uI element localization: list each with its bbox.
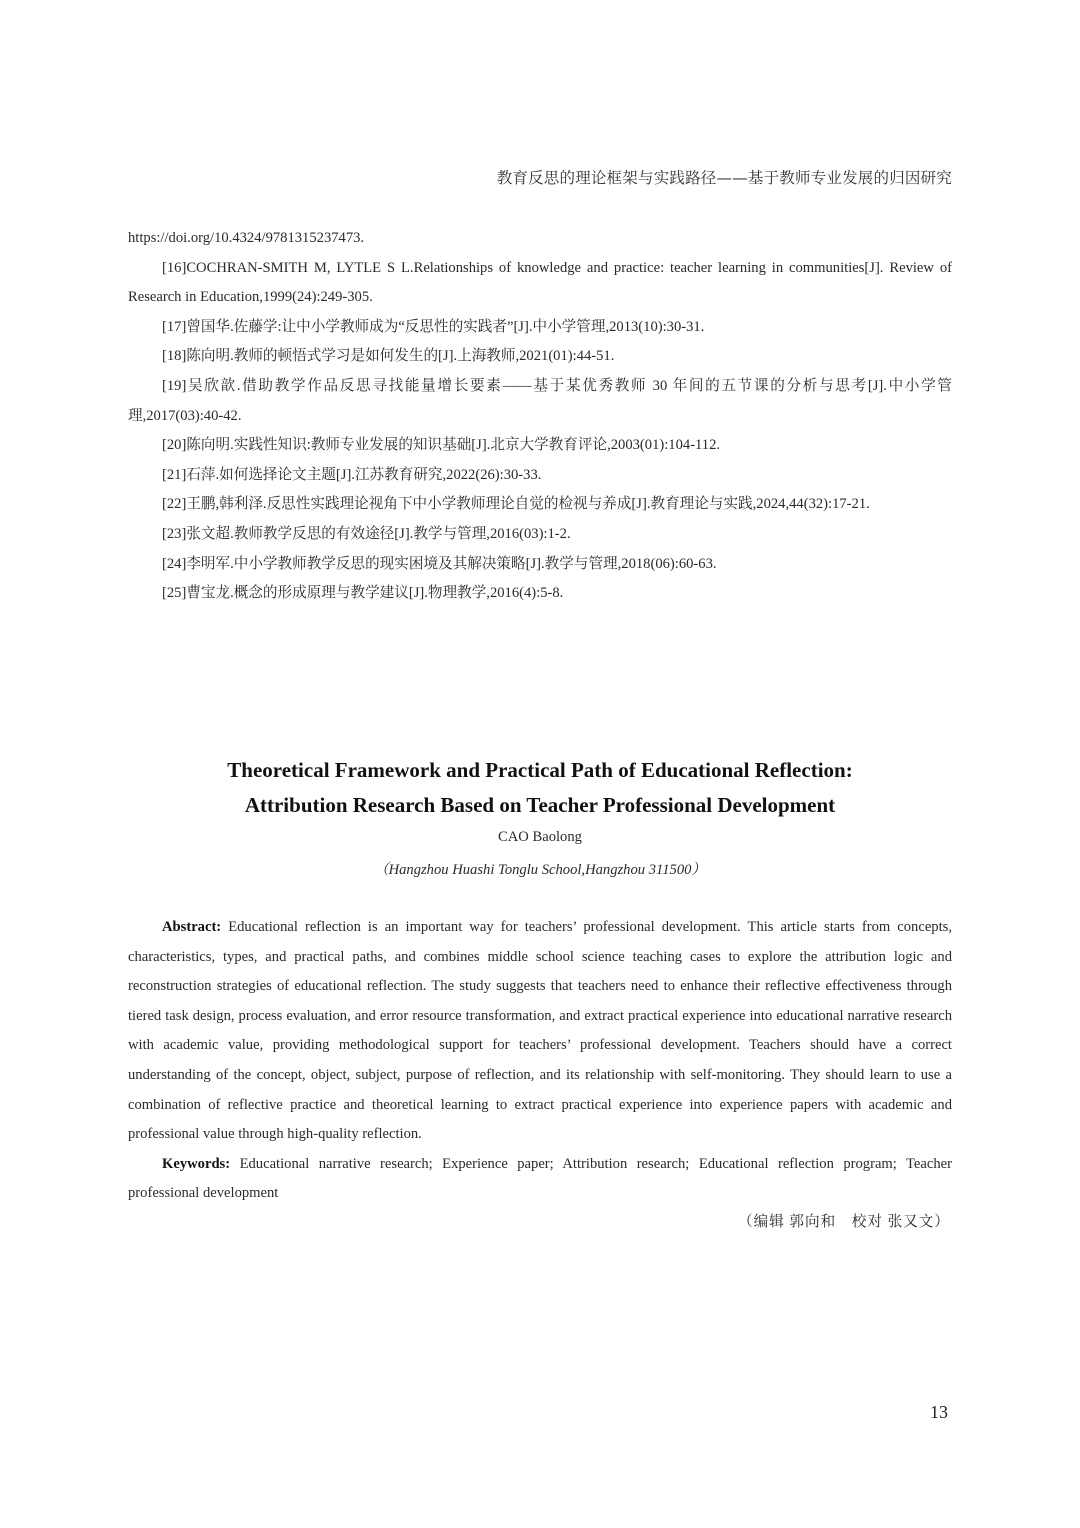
author-name: CAO Baolong [498, 829, 582, 845]
keywords-label: Keywords: [162, 1155, 231, 1172]
english-title-line-2: Attribution Research Based on Teacher Professional Development [244, 793, 836, 817]
editor-note: （编辑 郭向和 校对 张又文） [737, 1214, 950, 1230]
reference-item: [23]张文超.教师教学反思的有效途径[J].教学与管理,2016(03):1-2. [162, 525, 571, 542]
reference-item: [18]陈向明.教师的顿悟式学习是如何发生的[J].上海教师,2021(01):44-51. [162, 348, 615, 365]
reference-item: [24]李明军.中小学教师教学反思的现实困境及其解决策略[J].教学与管理,2018(06):60-63. [162, 555, 717, 572]
author-affiliation: （Hangzhou Huashi Tonglu School,Hangzhou 311500） [373, 862, 707, 878]
reference-item: [25]曹宝龙.概念的形成原理与教学建议[J].物理教学,2016(4):5-8. [162, 585, 564, 602]
reference-item: [20]陈向明.实践性知识:教师专业发展的知识基础[J].北京大学教育评论,2003(01):104-112. [162, 437, 721, 454]
abstract-label: Abstract: [162, 919, 222, 935]
keywords-text: Educational narrative research; Experience paper; Attribution research; Educational reflection program; Teacher professional development [128, 1155, 952, 1202]
abstract-text: Educational reflection is an important way for teachers’ professional development. This article starts from concepts, characteristics, types, and practical paths, and combines middle school science teaching cases to explore the attribution logic and reconstruction strategies of educational reflection. The study suggests that teachers need to enhance their reflective effectiveness through tiered task design, process evaluation, and error resource transformation, and extract practical experience into educational narrative research with academic value, providing methodological support for teachers’ professional development. Teachers should have a correct understanding of the concept, object, subject, purpose of reflection, and its relationship with self-monitoring. They should learn to use a combination of reflective practice and theoretical learning to extract practical experience into experience papers with academic and professional value through high-quality reflection. [128, 919, 952, 1143]
keywords-paragraph [128, 1150, 952, 1209]
reference-item: [16]COCHRAN-SMITH M, LYTLE S L.Relationships of knowledge and practice: teacher learning in communities[J]. Review of Research in Education,1999(24):249-305. [128, 259, 952, 306]
english-title-line-1: Theoretical Framework and Practical Path of Educational Reflection: [227, 758, 853, 782]
abstract-paragraph [128, 913, 952, 1150]
reference-item: [22]王鹏,韩利泽.反思性实践理论视角下中小学教师理论自觉的检视与养成[J].教育理论与实践,2024,44(32):17-21. [162, 496, 870, 513]
reference-item: [21]石萍.如何选择论文主题[J].江苏教育研究,2022(26):30-33. [162, 466, 542, 483]
reference-item: https://doi.org/10.4324/9781315237473. [128, 230, 365, 246]
reference-item: [17]曾国华.佐藤学:让中小学教师成为“反思性的实践者”[J].中小学管理,2013(10):30-31. [162, 318, 705, 335]
running-head: 教育反思的理论框架与实践路径——基于教师专业发展的归因研究 [496, 169, 952, 187]
reference-list [128, 224, 952, 609]
page-number: 13 [930, 1402, 948, 1422]
abstract-section [128, 913, 952, 1209]
reference-item: [19]吴欣歆.借助教学作品反思寻找能量增长要素——基于某优秀教师 30 年间的五节课的分析与思考[J].中小学管理,2017(03):40-42. [128, 377, 952, 424]
